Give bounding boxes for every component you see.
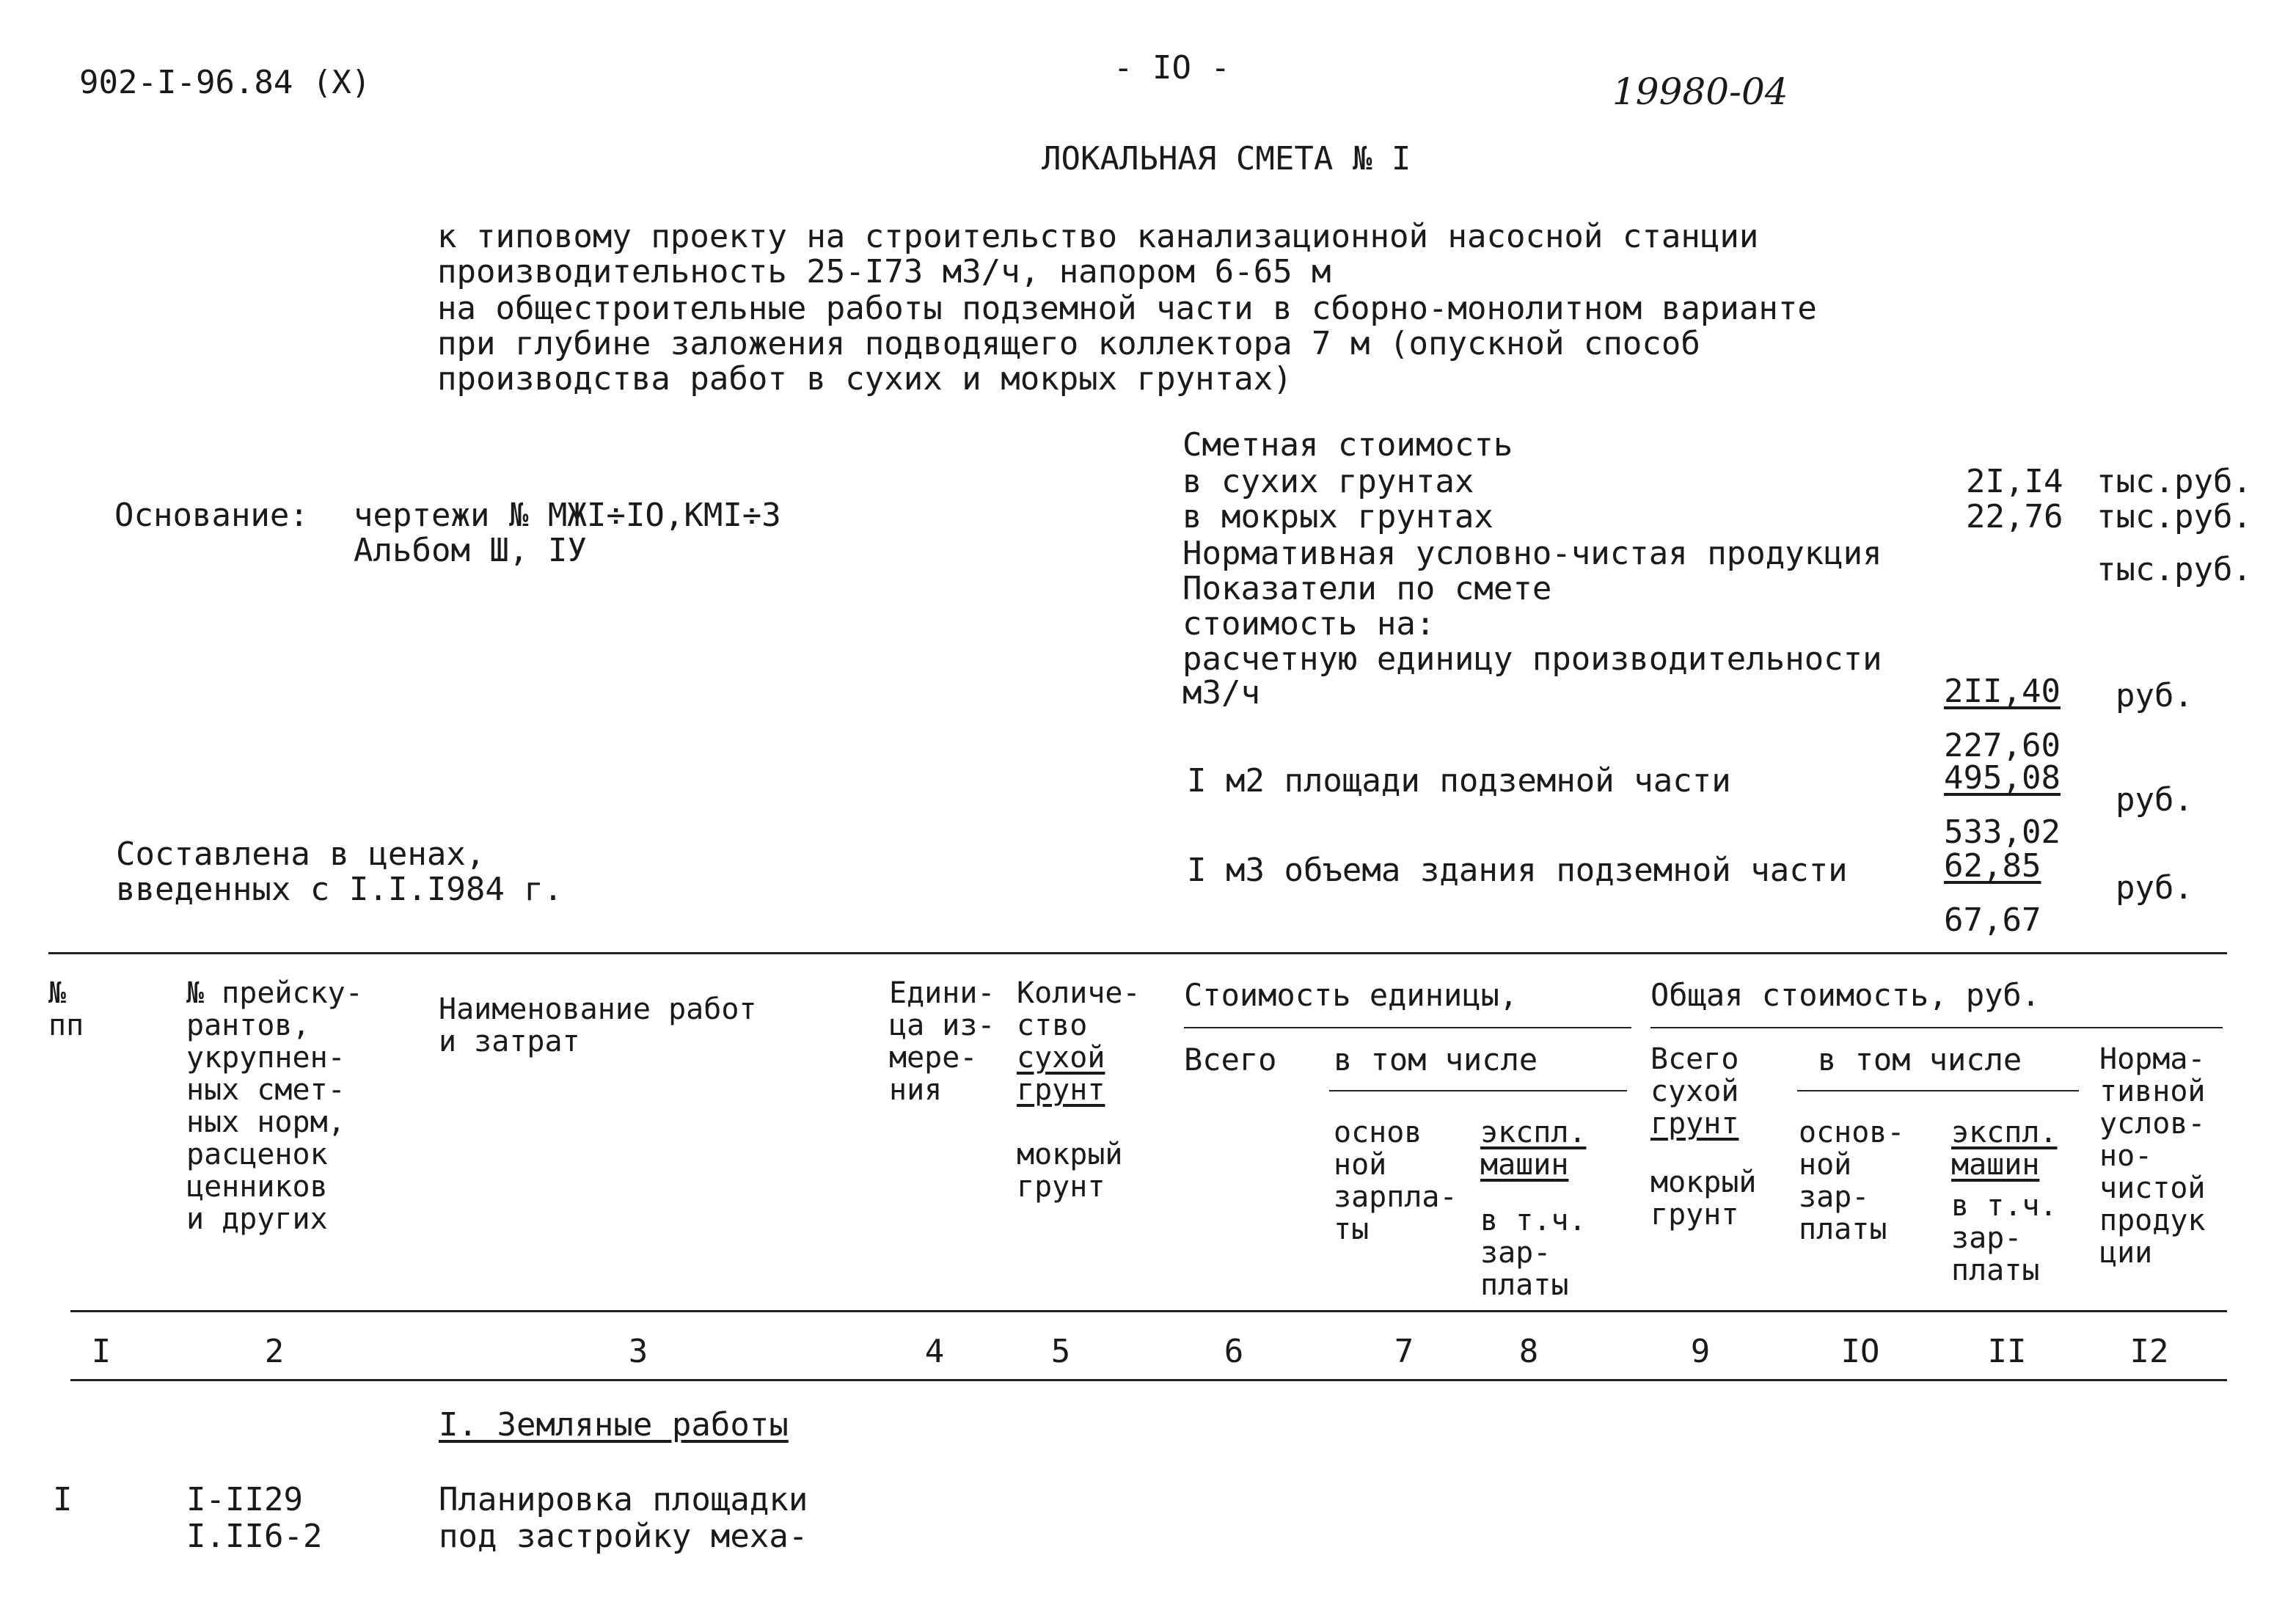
description-line-5: производства работ в сухих и мокрых грунтах) [437, 360, 1293, 398]
header-col-4: Едини- ца из- мере- ния [889, 976, 995, 1107]
document-title: ЛОКАЛЬНАЯ СМЕТА № I [1042, 140, 1411, 178]
unit-capacity-unit-label: м3/ч [1182, 674, 1260, 712]
cost-on-label: стоимость на: [1182, 605, 1436, 643]
unit-capacity-currency: руб. [2116, 677, 2193, 714]
header-col-3: Наименование работ и затрат [439, 992, 757, 1058]
column-number-7: 7 [1394, 1333, 1414, 1370]
unit-capacity-dry: 2II,40 [1944, 673, 2061, 710]
column-number-4: 4 [924, 1333, 945, 1370]
column-number-1: I [91, 1333, 111, 1370]
area-label: I м2 площади подземной части [1187, 762, 1731, 800]
including-rule-1 [1329, 1090, 1627, 1091]
description-line-1: к типовому проекту на строительство канализационной насосной станции [437, 218, 1759, 255]
header-col-1: № пп [48, 976, 84, 1042]
column-number-12: I2 [2129, 1333, 2169, 1370]
cost-dry-label: в сухих грунтах [1182, 463, 1474, 500]
column-number-3: 3 [628, 1333, 648, 1370]
header-col-8-bottom: в т.ч. зар- платы [1480, 1204, 1587, 1302]
cost-wet-label: в мокрых грунтах [1182, 498, 1494, 535]
header-col-12: Норма- тивной услов- но- чистой продук ции [2099, 1042, 2206, 1270]
column-number-5: 5 [1050, 1333, 1071, 1370]
volume-currency: руб. [2116, 869, 2193, 907]
row-1-code: I-II29 I.II6-2 [186, 1481, 323, 1555]
compiled-line-1: Составлена в ценах, [116, 835, 486, 873]
basis-album: Альбом Ш, IУ [354, 532, 587, 569]
including-rule-2 [1797, 1090, 2079, 1091]
table-top-rule [48, 952, 2227, 954]
compiled-line-2: введенных с I.I.I984 г. [116, 871, 563, 908]
cost-heading: Сметная стоимость [1182, 426, 1513, 464]
normative-unit: тыс.руб. [2096, 551, 2252, 588]
header-bottom-rule [70, 1310, 2227, 1312]
header-col-9-wet: мокрый грунт [1650, 1166, 1757, 1232]
section-title-text: I. Земляные работы [439, 1406, 789, 1444]
header-col-9-dry: грунт [1650, 1107, 1739, 1141]
normative-label: Нормативная условно-чистая продукция [1182, 535, 1882, 572]
header-col-2: № прейску- рантов, укрупнен- ных смет- ных норм, расценок ценников и других [186, 976, 363, 1236]
description-line-3: на общестроительные работы подземной части в сборно-монолитном варианте [437, 290, 1817, 327]
basis-label: Основание: [114, 497, 309, 534]
cost-dry-value: 2I,I4 [1966, 463, 2063, 500]
header-col-6: Всего [1184, 1042, 1277, 1078]
page-number: - IO - [1114, 49, 1230, 87]
unit-capacity-wet: 227,60 [1944, 727, 2061, 764]
unit-capacity-label: расчетную единицу производительности [1182, 640, 1882, 678]
header-col-7: основ ной зарпла- ты [1334, 1116, 1458, 1246]
cost-wet-unit: тыс.руб. [2096, 498, 2252, 535]
column-number-2: 2 [264, 1333, 285, 1370]
volume-label: I м3 объема здания подземной части [1187, 852, 1848, 889]
column-number-6: 6 [1224, 1333, 1244, 1370]
area-dry: 495,08 [1944, 759, 2061, 797]
row-1-name: Планировка площадки под застройку меха- [439, 1481, 808, 1555]
header-col-5-top: Количе- ство [1017, 976, 1141, 1042]
area-currency: руб. [2116, 781, 2193, 819]
row-1-number: I [53, 1481, 73, 1518]
basis-drawings: чертежи № МЖI÷IO,КМI÷3 [354, 497, 781, 534]
cost-dry-unit: тыс.руб. [2096, 463, 2252, 500]
header-col-5-dry: сухой грунт [1017, 1041, 1105, 1107]
column-number-9: 9 [1690, 1333, 1711, 1370]
description-line-4: при глубине заложения подводящего коллектора 7 м (опускной способ [437, 325, 1700, 362]
header-col-10: основ- ной зар- платы [1799, 1116, 1905, 1246]
including-label-1: в том числе [1334, 1042, 1538, 1078]
volume-wet: 67,67 [1944, 901, 2041, 939]
column-number-8: 8 [1518, 1333, 1539, 1370]
cost-wet-value: 22,76 [1966, 498, 2063, 535]
column-number-11: II [1987, 1333, 2027, 1370]
including-label-2: в том числе [1818, 1042, 2022, 1078]
header-col-11-top: экспл. машин [1951, 1116, 2058, 1182]
header-col-5-wet: мокрый грунт [1017, 1138, 1123, 1204]
header-col-11-bottom: в т.ч. зар- платы [1951, 1189, 2058, 1287]
volume-dry: 62,85 [1944, 847, 2041, 885]
handwritten-number: 19980-04 [1612, 70, 1788, 113]
column-number-10: IO [1840, 1333, 1880, 1370]
header-col-8-top: экспл. машин [1480, 1116, 1587, 1182]
area-wet: 533,02 [1944, 813, 2061, 851]
header-col-9-top: Всего сухой [1650, 1042, 1739, 1108]
unit-cost-group-label: Стоимость единицы, [1184, 977, 1518, 1013]
unit-cost-group-rule [1184, 1027, 1631, 1028]
total-cost-group-rule [1650, 1027, 2223, 1028]
indicators-label: Показатели по смете [1182, 570, 1552, 607]
description-line-2: производительность 25-I73 м3/ч, напором 6-65 м [437, 253, 1331, 290]
document-code: 902-I-96.84 (X) [79, 64, 371, 101]
total-cost-group-label: Общая стоимость, руб. [1650, 977, 2041, 1013]
section-title [439, 1407, 789, 1444]
column-number-rule [70, 1379, 2227, 1381]
